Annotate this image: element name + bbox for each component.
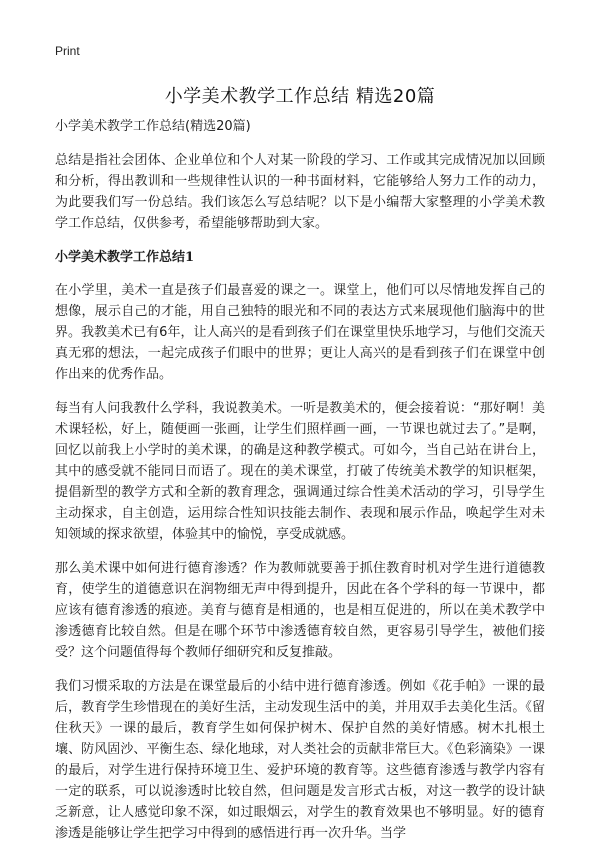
body-paragraph: 在小学里，美术一直是孩子们最喜爱的课之一。课堂上，他们可以尽情地发挥自己的想像，展示自己的才能，用自己独特的眼光和不同的表达方式来展现他们脑海中的世界。我教美术已有6年，让人高兴的是看到孩子们在课堂里快乐地学习，与他们交流天真无邪的想法，一起完成孩子们眼中的世界；更让人高兴的是看到孩子们在课堂中创作出来的优秀作品。 bbox=[55, 283, 545, 382]
section-heading: 小学美术教学工作总结1 bbox=[55, 250, 195, 265]
document-subtitle: 小学美术教学工作总结(精选20篇) bbox=[55, 119, 251, 134]
page-title: 小学美术教学工作总结 精选20篇 bbox=[164, 86, 436, 107]
print-label[interactable]: Print bbox=[55, 44, 80, 58]
body-paragraph: 那么美术课中如何进行德育渗透？作为教师就要善于抓住教育时机对学生进行道德教育，使学生的道德意识在润物细无声中得到提升，因此在各个学科的每一节课中，都应该有德育渗透的痕迹。美育与德育是相通的，也是相互促进的，所以在美术教学中渗透德育比较自然。但是在哪个环节中渗透德育较自然，更容易引导学生，被他们接受？这个问题值得每个教师仔细研究和反复推敲。 bbox=[55, 561, 545, 660]
body-paragraph: 每当有人问我教什么学科，我说教美术。一听是教美术的，便会接着说：“那好啊！美术课轻松，好上，随便画一张画，让学生们照样画一画，一节课也就过去了。”是啊，回忆以前我上小学时的美术课，的确是这种教学模式。可如今，当自己站在讲台上，其中的感受就不能同日而语了。现在的美术课堂，打破了传统美术教学的知识框架，提倡新型的教学方式和全新的教育理念，强调通过综合性美术活动的学习，引导学生主动探求，自主创造，运用综合性知识技能去制作、表现和展示作品，唤起学生对未知领域的探求欲望，体验其中的愉悦，享受成就感。 bbox=[55, 401, 545, 542]
intro-paragraph: 总结是指社会团体、企业单位和个人对某一阶段的学习、工作或其完成情况加以回顾和分析，得出教训和一些规律性认识的一种书面材料，它能够给人努力工作的动力，为此要我们写一份总结。我们该怎么写总结呢？以下是小编帮大家整理的小学美术教学工作总结，仅供参考，希望能够帮助到大家。 bbox=[55, 153, 545, 231]
document-body bbox=[55, 116, 545, 857]
body-paragraph: 我们习惯采取的方法是在课堂最后的小结中进行德育渗透。例如《花手帕》一课的最后，教育学生珍惜现在的美好生活，主动发现生活中的美，并用双手去美化生活。《留住秋天》一课的最后，教育学生如何保护树木、保护自然的美好情感。树木扎根土壤、防风固沙、平衡生态、绿化地球，对人类社会的贡献非常巨大。《色彩滴染》一课的最后，对学生进行保持环境卫生、爱护环境的教育等。这些德育渗透与教学内容有一定的联系，可以说渗透时比较自然，但问题是发言形式古板，对这一教学的设计缺乏新意，让人感觉印象不深，如过眼烟云，对学生的教育效果也不够明显。好的德育渗透是能够让学生把学习中得到的感悟进行再一次升华。当学 bbox=[55, 679, 545, 841]
